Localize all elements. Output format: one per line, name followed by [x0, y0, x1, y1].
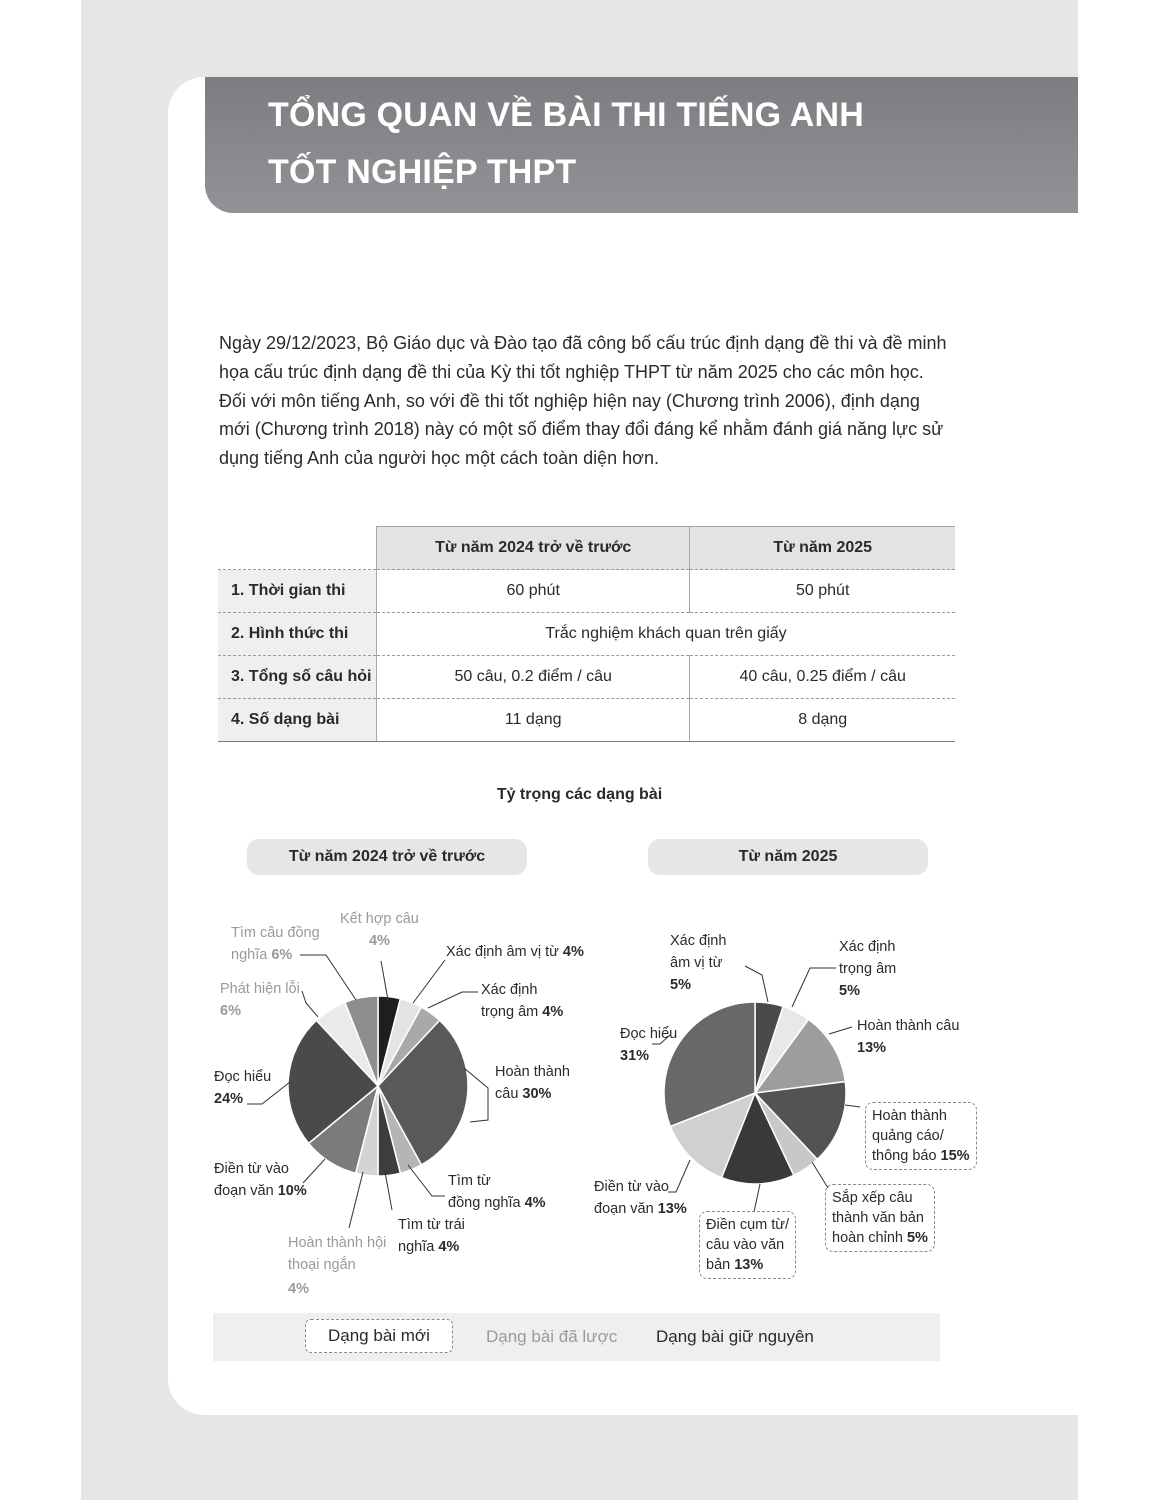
label-percent: 30%: [522, 1086, 552, 1102]
legend-kept-type: Dạng bài giữ nguyên: [656, 1327, 814, 1346]
label-hoan-thanh-hoi-thoai: [288, 1232, 386, 1300]
label-name: âm vị từ: [670, 955, 723, 971]
label-percent: 24%: [214, 1091, 244, 1107]
chart-title: Tỷ trọng các dạng bài: [496, 786, 663, 803]
label-percent: 4%: [562, 944, 584, 960]
label-name: Xác định: [839, 939, 896, 955]
label-percent: 6%: [271, 947, 293, 963]
cell-merged: Trắc nghiệm khách quan trên giấy: [377, 613, 956, 656]
label-name: đồng nghĩa: [448, 1195, 521, 1211]
label-hoan-thanh-quang-cao: [865, 1102, 977, 1170]
leader-line: [845, 1105, 860, 1107]
label-ket-hop-cau: [340, 908, 419, 952]
label-doc-hieu-old: [214, 1066, 271, 1110]
label-name: trọng âm: [839, 961, 897, 977]
label-name: đoạn văn: [214, 1183, 274, 1199]
leader-line: [413, 960, 445, 1003]
legend-new-type: Dạng bài mới: [305, 1319, 453, 1353]
leader-line: [745, 966, 768, 1002]
label-tim-tu-dong-nghia: [448, 1170, 546, 1214]
column-header-new: Từ năm 2025: [690, 527, 955, 570]
pie-chart-new: [664, 1002, 846, 1184]
leader-line: [829, 1027, 852, 1034]
cell-old: 50 câu, 0.2 điểm / câu: [377, 656, 690, 699]
label-percent: 10%: [277, 1183, 307, 1199]
row-label: 2. Hình thức thi: [218, 613, 377, 656]
leader-line: [385, 1172, 392, 1210]
legend-removed-type: Dạng bài đã lược: [486, 1327, 618, 1346]
label-dien-tu-new: [594, 1176, 687, 1220]
page-title-line-2: TỐT NGHIỆP THPT: [268, 153, 577, 191]
leader-line: [408, 1165, 445, 1196]
row-label: 4. Số dạng bài: [218, 699, 377, 742]
label-phat-hien-loi: [220, 978, 300, 1022]
leader-line: [754, 1184, 760, 1212]
leader-line: [428, 992, 478, 1008]
label-tim-cau-dong-nghia: [231, 922, 320, 966]
intro-paragraph: Ngày 29/12/2023, Bộ Giáo dục và Đào tạo đã công bố cấu trúc định dạng đề thi và đề minh họa cấu trúc định dạng đề thi của Kỳ thi tốt nghiệp THPT từ năm 2025 cho các môn học. Đối với môn tiếng Anh, so với đề thi tốt nghiệp hiện nay (Chương trình 2006), định dạng mới (Chương trình 2018) này có một số điểm thay đổi đáng kể nhằm đánh giá năng lực sử dụng tiếng Anh của người học một cách toàn diện hơn.: [219, 333, 947, 469]
leader-line: [302, 991, 318, 1017]
label-name: thành văn bản: [832, 1210, 924, 1226]
label-name: Hoàn thành: [872, 1108, 947, 1124]
label-percent: 31%: [620, 1048, 650, 1064]
label-percent: 4%: [438, 1239, 460, 1255]
label-percent: 5%: [670, 977, 691, 993]
label-name: Điền từ vào: [214, 1161, 289, 1177]
chart-subtitle-new: Từ năm 2025: [648, 839, 928, 875]
row-label: 1. Thời gian thi: [218, 570, 377, 613]
label-name: Hoàn thành: [495, 1064, 570, 1080]
label-tim-tu-trai-nghia: [398, 1214, 465, 1258]
leader-line: [792, 968, 836, 1007]
label-name: Sắp xếp câu: [832, 1190, 913, 1206]
label-name: trọng âm: [481, 1004, 539, 1020]
label-xac-dinh-trong-am-new: [839, 936, 896, 1002]
page-title-line-1: TỔNG QUAN VỀ BÀI THI TIẾNG ANH: [268, 96, 864, 134]
label-percent: 13%: [657, 1201, 687, 1217]
label-name: bản: [706, 1257, 731, 1273]
label-hoan-thanh-cau-new: [857, 1015, 959, 1059]
cell-new: 40 câu, 0.25 điểm / câu: [690, 656, 955, 699]
label-name: câu: [495, 1086, 519, 1102]
pie-chart-old: [288, 996, 468, 1176]
label-percent: 6%: [220, 1003, 241, 1019]
row-label: 3. Tổng số câu hỏi: [218, 656, 377, 699]
label-percent: 4%: [542, 1004, 564, 1020]
label-name: quảng cáo/: [872, 1128, 944, 1144]
label-name: Đọc hiểu: [620, 1026, 678, 1042]
column-header-old: Từ năm 2024 trở về trước: [377, 527, 690, 570]
cell-old: 11 dạng: [377, 699, 690, 742]
leader-line: [381, 961, 388, 1000]
label-percent: 15%: [940, 1148, 970, 1164]
label-name: Kết hợp câu: [340, 911, 419, 927]
label-name: Xác định: [481, 982, 538, 998]
leader-line: [349, 1172, 363, 1228]
label-name: thoại ngắn: [288, 1257, 356, 1273]
label-percent: 4%: [288, 1281, 309, 1297]
cell-old: 60 phút: [377, 570, 690, 613]
label-name: Hoàn thành câu: [857, 1018, 960, 1034]
cell-new: 8 dạng: [690, 699, 955, 742]
label-dien-cum-tu: [699, 1211, 796, 1279]
label-doc-hieu-new: [620, 1023, 677, 1067]
label-name: Điền từ vào: [594, 1179, 669, 1195]
label-name: Đọc hiểu: [214, 1069, 272, 1085]
label-percent: 13%: [734, 1257, 764, 1273]
label-name: nghĩa: [398, 1239, 435, 1255]
label-name: nghĩa: [231, 947, 268, 963]
cell-new: 50 phút: [690, 570, 955, 613]
label-name: Phát hiện lỗi: [220, 981, 300, 997]
label-name: Tìm từ trái: [398, 1217, 465, 1233]
legend: [213, 1313, 940, 1361]
label-percent: 13%: [857, 1040, 887, 1056]
label-name: Xác định âm vị từ: [446, 944, 559, 960]
label-xac-dinh-am-vi-new: [670, 930, 726, 996]
leader-line: [812, 1162, 828, 1188]
label-name: Tìm câu đồng: [231, 925, 320, 941]
label-name: thông báo: [872, 1148, 937, 1164]
label-xac-dinh-trong-am-old: [481, 979, 563, 1023]
label-percent: 4%: [368, 933, 390, 949]
label-name: đoạn văn: [594, 1201, 654, 1217]
label-sap-xep-cau: [825, 1184, 935, 1252]
label-xac-dinh-am-vi-old: [446, 941, 584, 963]
label-name: hoàn chỉnh: [832, 1230, 903, 1246]
label-name: Tìm từ: [448, 1173, 491, 1189]
label-name: Hoàn thành hội: [288, 1235, 387, 1251]
label-name: Xác định: [670, 933, 727, 949]
label-dien-tu-old: [214, 1158, 307, 1202]
label-percent: 5%: [839, 983, 860, 999]
label-name: câu vào văn: [706, 1237, 785, 1253]
label-percent: 4%: [524, 1195, 546, 1211]
label-hoan-thanh-cau-old: [495, 1061, 570, 1105]
label-name: Điền cụm từ/: [706, 1217, 790, 1233]
label-percent: 5%: [906, 1230, 928, 1246]
chart-subtitle-old: Từ năm 2024 trở về trước: [247, 839, 527, 875]
